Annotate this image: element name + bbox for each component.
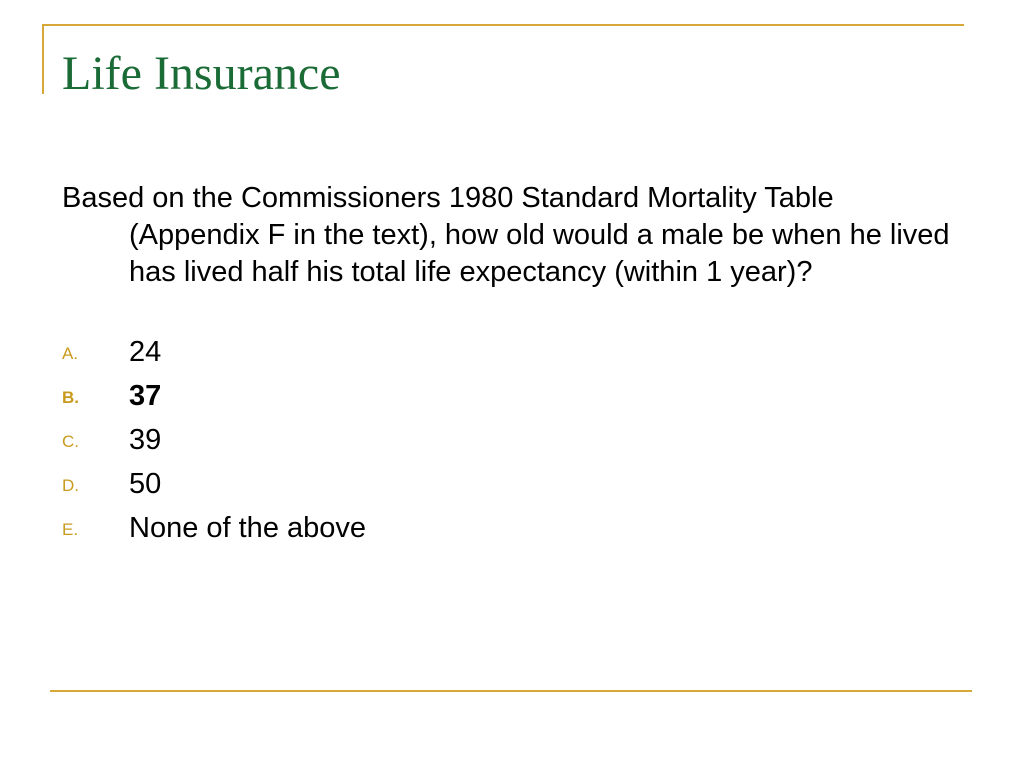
left-rule [42,24,44,94]
option-letter: B. [62,388,79,407]
option-letter: A. [62,344,79,363]
top-rule [44,24,964,26]
option-text: None of the above [129,512,367,544]
option-text: 24 [129,336,162,368]
question-text: Based on the Commissioners 1980 Standard Mortality Table (Appendix F in the text), how old would a male be when he lived has lived half his total life expectancy (within 1 year)? [62,182,950,288]
option-letter: D. [62,476,79,495]
option-text: 39 [129,424,162,456]
option-letter: C. [62,432,79,451]
bottom-rule [50,690,972,692]
option-text: 50 [129,468,162,500]
slide-title: Life Insurance [62,47,341,100]
option-letter: E. [62,520,79,539]
option-text: 37 [129,380,162,412]
